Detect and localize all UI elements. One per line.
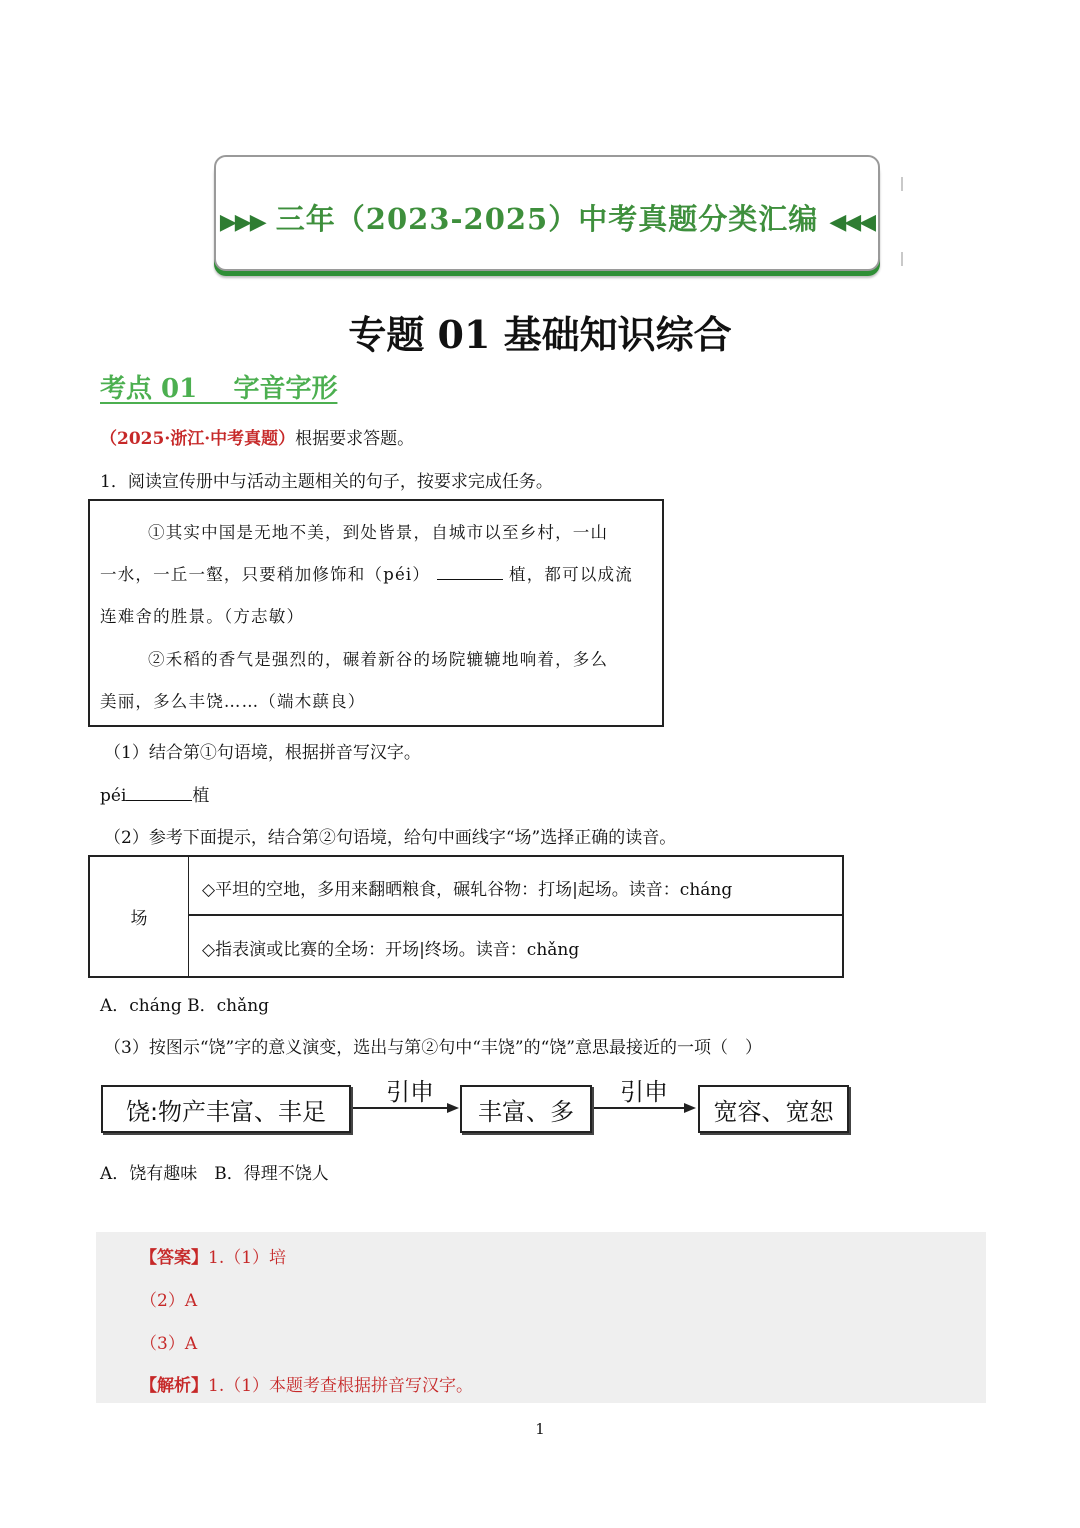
flow-box-3: 宽容、宽恕 <box>698 1085 849 1133</box>
flow-arrow-label-2: 引申 <box>620 1078 668 1106</box>
banner-title-row <box>216 197 878 238</box>
passage-box <box>88 499 664 727</box>
answer-label: 【答案】 <box>140 1248 208 1268</box>
question-intro: 1．阅读宣传册中与活动主题相关的句子，按要求完成任务。 <box>100 472 553 492</box>
source-tag: （2025·浙江·中考真题） <box>100 429 296 449</box>
passage-line: 美丽，多么丰饶……（端木蕻良） <box>100 692 366 711</box>
right-arrows-icon: ◀◀◀ <box>829 209 875 235</box>
passage-line <box>100 561 633 585</box>
flow-arrow-label-1: 引申 <box>386 1078 434 1106</box>
question-source <box>100 424 414 449</box>
hint-row-1: ◇平坦的空地，多用来翻晒粮食，碾轧谷物：打场|起场。读音：cháng <box>202 880 733 900</box>
analysis-label: 【解析】 <box>140 1376 208 1396</box>
passage-line: 连难舍的胜景。（方志敏） <box>100 607 305 626</box>
decorative-tick <box>901 252 903 266</box>
pinyin-fill-line <box>100 781 209 806</box>
page-number: 1 <box>535 1420 545 1438</box>
sub-question-1: （1）结合第①句语境，根据拼音写汉字。 <box>104 743 421 763</box>
header-banner <box>214 155 880 271</box>
fill-blank <box>126 800 192 801</box>
passage-line: ①其实中国是无地不美，到处皆景，自城市以至乡村，一山 <box>148 523 609 542</box>
flow-arrow-1-icon <box>351 1098 461 1118</box>
source-instruction: 根据要求答题。 <box>295 429 415 449</box>
analysis-text: 1.（1）本题考查根据拼音写汉字。 <box>208 1376 474 1396</box>
sub-question-2-options: A．cháng B．chǎng <box>100 996 270 1016</box>
sub-question-3-options: A．饶有趣味 B．得理不饶人 <box>100 1164 329 1184</box>
section-title: 考点 01 字音字形 <box>100 374 338 404</box>
hint-char: 场 <box>90 857 189 976</box>
pinyin-text: péi <box>100 786 127 806</box>
divider <box>189 914 842 916</box>
passage-text: 植，都可以成流 <box>509 565 633 584</box>
answer-text: 1.（1）培 <box>208 1248 287 1268</box>
page-title: 专题 01 基础知识综合 <box>348 312 732 357</box>
sub-question-2: （2）参考下面提示，结合第②句语境，给句中画线字“场”选择正确的读音。 <box>104 828 677 848</box>
flow-box-2: 丰富、多 <box>460 1085 592 1133</box>
analysis-line <box>140 1371 473 1396</box>
banner-title: 三年（2023-2025）中考真题分类汇编 <box>275 202 819 236</box>
passage-text: 一水，一丘一壑，只要稍加修饰和（péi） <box>100 565 431 584</box>
left-arrows-icon: ▶▶▶ <box>219 209 265 235</box>
hint-table <box>88 855 844 978</box>
sub-question-3: （3）按图示“饶”字的意义演变，选出与第②句中“丰饶”的“饶”意思最接近的一项（ ） <box>104 1038 762 1058</box>
answer-box <box>96 1232 986 1403</box>
fill-blank <box>437 579 503 580</box>
answer-line-2: （2）A <box>140 1291 198 1311</box>
passage-line: ②禾稻的香气是强烈的，碾着新谷的场院辘辘地响着，多么 <box>148 650 609 669</box>
hint-row-2: ◇指表演或比赛的全场：开场|终场。读音：chǎng <box>202 940 580 960</box>
pinyin-suffix: 植 <box>192 786 210 806</box>
answer-line-3: （3）A <box>140 1334 198 1354</box>
flow-arrow-2-icon <box>592 1098 698 1118</box>
answer-line-1 <box>140 1243 286 1268</box>
flow-box-1: 饶:物产丰富、丰足 <box>101 1085 351 1133</box>
decorative-tick <box>901 177 903 191</box>
